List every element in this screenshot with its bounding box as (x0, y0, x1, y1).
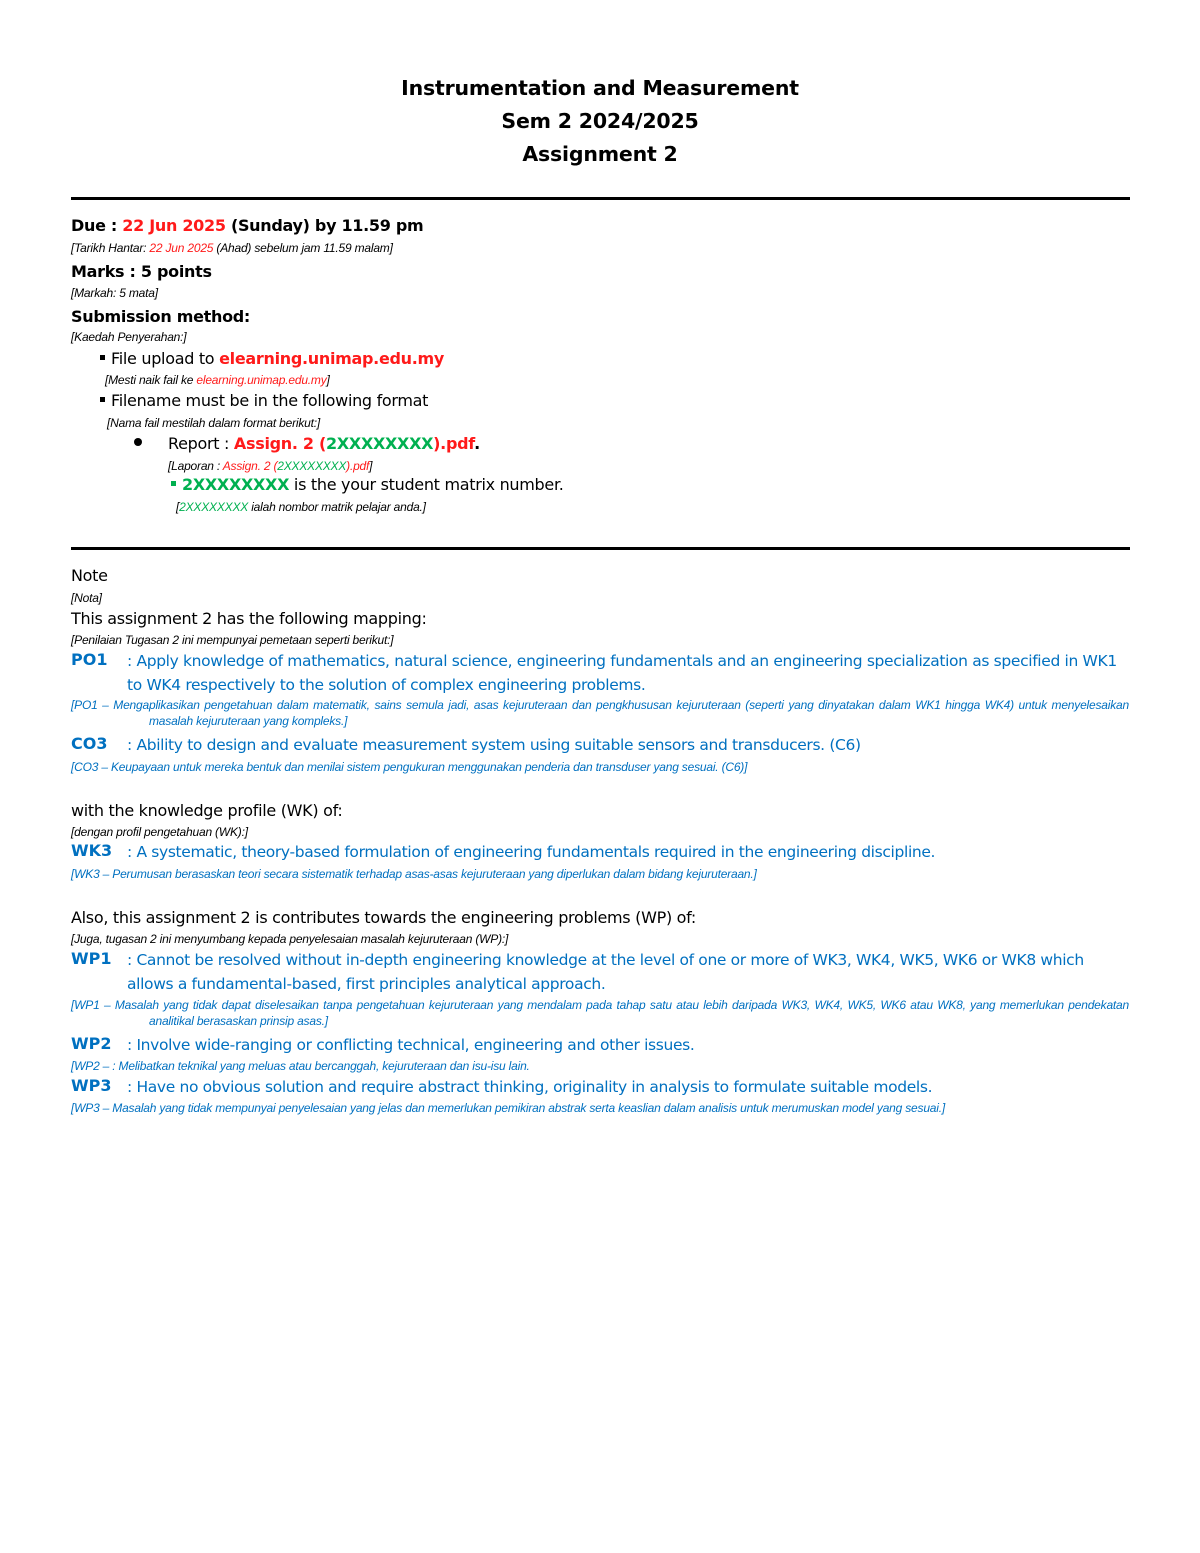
wp3-description: : Have no obvious solution and require abstract thinking, originality in analysis to formulate suitable models. (127, 1078, 933, 1096)
filename-item: Filename must be in the following format (100, 391, 428, 410)
wp1-description: : Cannot be resolved without in-depth engineering knowledge at the level of one or more of WK3, WK4, WK5, WK6 or WK8 which allows a fundamental-based, first principles analytical approach. (127, 951, 1084, 993)
due-line-ms: [Tarikh Hantar: 22 Jun 2025 (Ahad) sebelum jam 11.59 malam] (71, 241, 393, 255)
wk3-code: WK3 (71, 841, 113, 860)
report-item: Report : Assign. 2 (2XXXXXXXX).pdf. (134, 434, 480, 453)
wp1-description-ms: [WP1 – Masalah yang tidak dapat diselesaikan tanpa pengetahuan kejuruteraan yang mendalam pada tahap satu atau lebih daripada WK3, WK4, WK5, WK6 atau WK8, yang memerlukan pendekatan analitikal berasaskan prinsip asas.] (71, 998, 1129, 1028)
wp2-code: WP2 (71, 1034, 112, 1053)
wp3-description-ms: [WP3 – Masalah yang tidak mempunyai penyelesaian yang jelas dan memerlukan pemikiran abstrak serta keaslian dalam analisis untuk merumuskan model yang sesuai.] (71, 1101, 946, 1115)
co3-description-ms: [CO3 – Keupayaan untuk mereka bentuk dan menilai sistem pengukuran menggunakan penderia dan transduser yang sesuai. (C6)] (71, 760, 748, 774)
elearning-link[interactable]: elearning.unimap.edu.my (219, 349, 445, 368)
wp2-description: : Involve wide-ranging or conflicting technical, engineering and other issues. (127, 1036, 695, 1054)
semester-title: Sem 2 2024/2025 (501, 109, 699, 133)
co3-description: : Ability to design and evaluate measurement system using suitable sensors and transducers. (C6) (127, 736, 861, 754)
course-title: Instrumentation and Measurement (401, 76, 799, 100)
upload-item: File upload to elearning.unimap.edu.my (100, 349, 444, 368)
top-divider (71, 197, 1130, 200)
wk-intro: with the knowledge profile (WK) of: (71, 801, 343, 820)
matrix-item-ms: [2XXXXXXXX ialah nombor matrik pelajar anda.] (176, 500, 426, 514)
report-item-ms: [Laporan : Assign. 2 (2XXXXXXXX).pdf] (168, 459, 373, 473)
square-bullet-icon (100, 397, 105, 402)
middle-divider (71, 547, 1130, 550)
co3-code: CO3 (71, 734, 108, 753)
matrix-item: 2XXXXXXXX is the your student matrix number. (171, 475, 564, 494)
due-line: Due : 22 Jun 2025 (Sunday) by 11.59 pm (71, 216, 424, 235)
mapping-intro: This assignment 2 has the following mapping: (71, 609, 427, 628)
round-bullet-icon (134, 438, 142, 446)
note-title-ms: [Nota] (71, 591, 102, 605)
wk3-description-ms: [WK3 – Perumusan berasaskan teori secara sistematik terhadap asas-asas kejuruteraan yang diperlukan dalam bidang kejuruteraan.] (71, 867, 757, 881)
po1-description-ms: [PO1 – Mengaplikasikan pengetahuan dalam matematik, sains semula jadi, asas kejuruteraan dan pengkhususan kejuruteraan (seperti yang dinyatakan dalam WK1 hingga WK4) untuk menyelesaikan masalah kejuruteraan yang kompleks.] (71, 698, 1129, 728)
upload-item-ms: [Mesti naik fail ke elearning.unimap.edu.my] (105, 373, 330, 387)
po1-description: : Apply knowledge of mathematics, natural science, engineering fundamentals and an engineering specialization as specified in WK1 to WK4 respectively to the solution of complex engineering problems. (127, 652, 1117, 694)
wk3-description: : A systematic, theory-based formulation of engineering fundamentals required in the engineering discipline. (127, 843, 936, 861)
marks-line: Marks : 5 points (71, 262, 212, 281)
wp2-description-ms: [WP2 – : Melibatkan teknikal yang meluas atau bercanggah, kejuruteraan dan isu-isu lain. (71, 1059, 530, 1073)
assignment-title: Assignment 2 (522, 142, 678, 166)
note-title: Note (71, 566, 108, 585)
square-bullet-icon (171, 481, 176, 486)
wp1-code: WP1 (71, 949, 112, 968)
wp-intro: Also, this assignment 2 is contributes towards the engineering problems (WP) of: (71, 908, 697, 927)
due-date: 22 Jun 2025 (122, 216, 226, 235)
method-line-ms: [Kaedah Penyerahan:] (71, 330, 187, 344)
wp3-code: WP3 (71, 1076, 112, 1095)
wk-intro-ms: [dengan profil pengetahuan (WK):] (71, 825, 248, 839)
square-bullet-icon (100, 355, 105, 360)
wp-intro-ms: [Juga, tugasan 2 ini menyumbang kepada penyelesaian masalah kejuruteraan (WP):] (71, 932, 509, 946)
mapping-intro-ms: [Penilaian Tugasan 2 ini mempunyai pemetaan seperti berikut:] (71, 633, 394, 647)
marks-line-ms: [Markah: 5 mata] (71, 286, 158, 300)
po1-code: PO1 (71, 650, 108, 669)
document-header (0, 72, 1200, 171)
method-line: Submission method: (71, 307, 251, 326)
filename-item-ms: [Nama fail mestilah dalam format berikut:] (107, 416, 321, 430)
